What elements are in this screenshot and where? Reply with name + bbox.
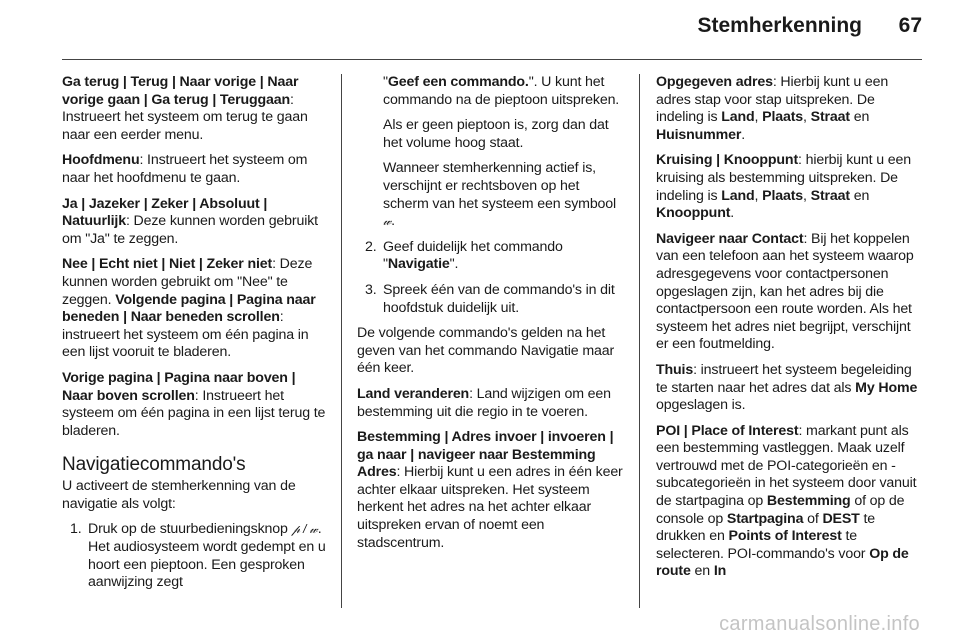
quote-mark: ": [383, 74, 388, 90]
field-term: Huisnummer: [656, 126, 742, 143]
steps-list: [357, 239, 623, 317]
field-term: In: [713, 563, 727, 580]
step-continuation: [357, 74, 623, 109]
step-number: 1.: [70, 521, 82, 538]
command-term: Kruising | Knooppunt: [656, 152, 799, 169]
paragraph-ga-terug: [62, 74, 326, 144]
separator: ,: [754, 187, 763, 204]
paragraph-text: : Bij het koppelen van een telefoon aan het systeem waarop adresgegevens voor contactpersonen opgeslagen zijn, kan het adres bij die contactpersoon een route worden. Als het systeem het adres niet begrijpt, verschijnt er een foutmelding.: [656, 230, 914, 353]
step-text: ". U kunt het commando na de pieptoon uitspreken.: [383, 74, 620, 108]
command-term: POI | Place of Interest: [656, 422, 799, 439]
paragraph-text: : instrueert het systeem om één pagina in een lijst vooruit te bladeren.: [62, 309, 309, 361]
paragraph-text: : Land wijzigen om een bestemming uit die regio in te voeren.: [357, 385, 611, 420]
command-term: Vorige pagina | Pagina naar boven | Naar boven scrollen: [62, 369, 296, 404]
note-text: Wanneer stemherkenning actief is, verschijnt er rechtsboven op het scherm van het systeem een symbool: [383, 160, 617, 212]
command-term: Navigeer naar Contact: [656, 230, 804, 247]
step-number: 2.: [365, 238, 377, 255]
field-term: Knooppunt: [656, 205, 731, 222]
command-term: Thuis: [656, 361, 694, 378]
separator: .: [730, 205, 735, 222]
field-term: My Home: [855, 379, 918, 396]
step-text: ".: [449, 256, 459, 273]
separator: en: [849, 187, 870, 204]
step-number: 3.: [365, 281, 377, 298]
column-1: [62, 74, 326, 600]
list-item: [357, 239, 623, 274]
paragraph-text: : Deze kunnen worden gebruikt om "Ja" te zeggen.: [62, 213, 318, 247]
paragraph-text: : markant punt als een bestemming vastleggen. Maak uzelf vertrouwd met de POI-categorieën en -subcategorieën in het systeem door vanuit de startpagina op: [656, 422, 917, 510]
field-term: Land: [721, 109, 755, 126]
note-text: .: [391, 213, 395, 230]
paragraph-text: opgeslagen is.: [656, 397, 746, 414]
watermark: carmanualsonline.info: [719, 613, 920, 635]
separator: ,: [803, 109, 811, 126]
paragraph-land: [357, 386, 623, 421]
field-term: Startpagina: [726, 510, 804, 527]
column-divider-1: [341, 74, 342, 608]
paragraph-nee: [62, 256, 326, 362]
paragraph-text: te selecteren. POI-commando's voor: [656, 528, 870, 562]
header-divider: [62, 59, 922, 60]
section-intro: U activeert de stemherkenning van de navigatie als volgt:: [62, 478, 296, 512]
column-divider-2: [639, 74, 640, 608]
list-item: [357, 282, 623, 317]
paragraph-text: : Hierbij kunt u een adres stap voor stap uitspreken. De indeling is: [656, 74, 889, 126]
step-text: Spreek één van de commando's in dit hoofdstuk duidelijk uit.: [383, 281, 615, 316]
paragraph-text: : instrueert het systeem begeleiding te starten naar het adres dat als: [656, 361, 912, 396]
field-term: DEST: [822, 510, 860, 527]
prompt-term: Geef een commando.: [387, 74, 529, 90]
paragraph-text: : Instrueert het systeem om naar het hoofdmenu te gaan.: [62, 152, 308, 186]
step-text: Druk op de stuurbedieningsknop: [88, 521, 292, 538]
paragraph-vorige-pagina: [62, 370, 326, 440]
steps-list: [62, 521, 326, 591]
list-item: [62, 521, 326, 591]
field-term: Plaats: [762, 187, 804, 204]
paragraph-follow: De volgende commando's gelden na het geven van het commando Navigatie maar één keer.: [357, 325, 615, 377]
field-term: Op de route: [656, 545, 909, 580]
section-heading: Navigatiecommando's: [62, 454, 246, 476]
paragraph-bestemming: [357, 429, 623, 552]
column-3: [656, 74, 926, 589]
command-term: Land veranderen: [357, 385, 470, 402]
column-2: [357, 74, 623, 560]
field-term: Plaats: [762, 109, 804, 126]
separator: .: [741, 126, 746, 143]
paragraph-kruising: [656, 152, 926, 222]
step-text: Geef duidelijk het commando ": [383, 238, 563, 273]
note-volume: Als er geen pieptoon is, zorg dan dat het volume hoog staat.: [383, 117, 609, 151]
field-term: Land: [721, 187, 755, 204]
paragraph-text: : Hierbij kunt u een adres in één keer achter elkaar uitspreken. Het systeem herkent het adres na het achter elkaar uitspreken ervan of noemt een stadscentrum.: [357, 464, 623, 551]
paragraph-text: : hierbij kunt u een kruising als bestemming uitspreken. De indeling is: [656, 152, 911, 204]
separator: ,: [754, 109, 763, 126]
paragraph-text: of op de console op: [656, 493, 905, 527]
field-term: Points of Interest: [728, 528, 842, 545]
paragraph-navigeer-contact: [656, 231, 926, 354]
paragraph-thuis: [656, 362, 926, 415]
page-number: 67: [898, 14, 922, 37]
paragraph-text: : Instrueert het systeem om terug te gaan naar een eerder menu.: [62, 91, 308, 143]
command-term: Ja | Jazeker | Zeker | Absoluut | Natuurlijk: [62, 195, 268, 230]
paragraph-opgegeven-adres: [656, 74, 926, 144]
command-term: Hoofdmenu: [62, 152, 140, 169]
command-term: Navigatie: [387, 256, 450, 273]
voice-icon: 𝓌: [383, 214, 392, 229]
page-title: Stemherkenning: [697, 14, 862, 37]
paragraph-text: : Deze kunnen worden gebruikt om "Nee" te zeggen.: [62, 256, 313, 308]
field-term: Bestemming: [766, 493, 851, 510]
command-term: Bestemming | Adres invoer | invoeren | ga naar | navigeer naar Bestemming Adres: [357, 429, 614, 481]
separator: ,: [803, 187, 811, 204]
field-term: Straat: [810, 187, 850, 204]
paragraph-ja: [62, 196, 326, 249]
note-symbol: [357, 160, 623, 230]
command-term: Volgende pagina | Pagina naar beneden | Naar beneden scrollen: [62, 291, 316, 326]
paragraph-text: en: [690, 563, 714, 580]
separator: en: [849, 109, 870, 126]
steering-voice-icon: 𝓅 / 𝓌: [291, 522, 318, 537]
paragraph-hoofdmenu: [62, 152, 326, 187]
field-term: Straat: [810, 109, 850, 126]
paragraph-text: : Instrueert het systeem om één pagina in een lijst terug te bladeren.: [62, 387, 326, 439]
paragraph-text: te drukken en: [656, 510, 876, 545]
step-text: . Het audiosysteem wordt gedempt en u hoort een pieptoon. Een gesproken aanwijzing zegt: [88, 521, 326, 591]
paragraph-text: of: [803, 510, 823, 527]
command-term: Opgegeven adres: [656, 74, 773, 90]
command-term: Ga terug | Terug | Naar vorige | Naar vorige gaan | Ga terug | Teruggaan: [62, 74, 299, 108]
paragraph-poi: [656, 423, 926, 581]
command-term: Nee | Echt niet | Niet | Zeker niet: [62, 256, 273, 273]
